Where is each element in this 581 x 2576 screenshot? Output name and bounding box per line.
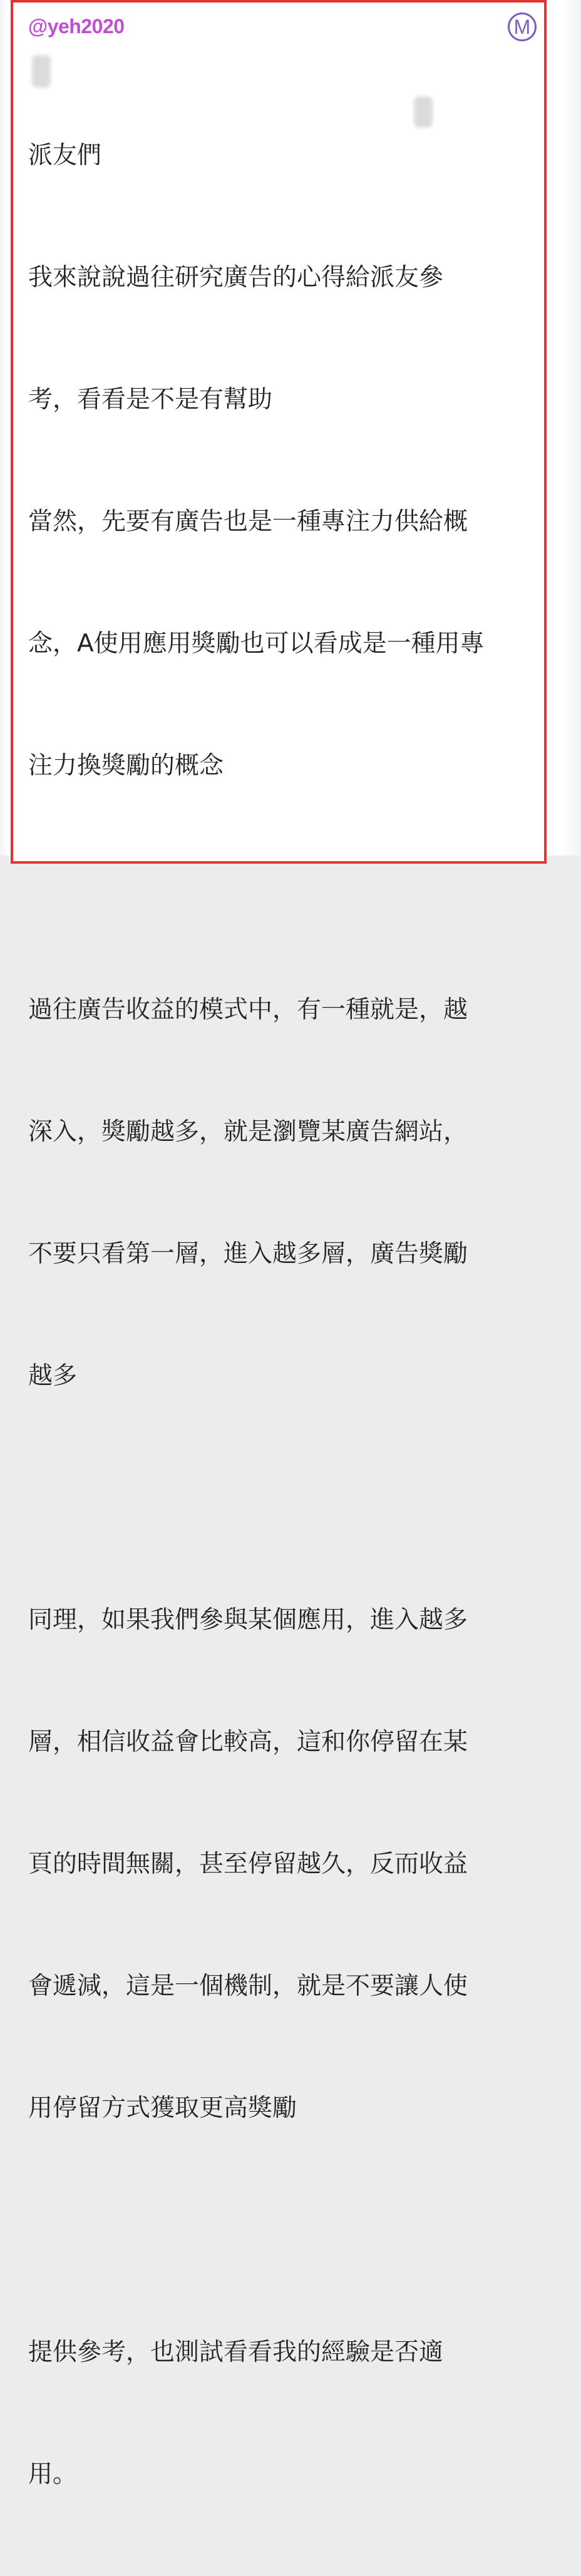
post-username[interactable]: @yeh2020 — [28, 15, 125, 38]
post-line: 同理，如果我們參與某個應用，進入越多 — [28, 1606, 468, 1634]
post-line: 層，相信收益會比較高，這和你停留在某 — [28, 1728, 468, 1756]
post-line: 念，A使用應用獎勵也可以看成是一種用專 — [28, 630, 485, 658]
post-line: 用停留方式獲取更高獎勵 — [28, 2094, 297, 2122]
post-line: 越多 — [28, 1362, 78, 1390]
post-line: 我來說說過往研究廣告的心得給派友參 — [28, 263, 444, 292]
post-line: 用。 — [28, 2460, 78, 2488]
redaction-smudge — [414, 96, 433, 128]
post-line: 派友們 — [28, 141, 102, 170]
post-card — [11, 0, 547, 2488]
post-paragraph — [28, 2251, 535, 2576]
post-body — [28, 54, 535, 2576]
post-line: 頁的時間無關，甚至停留越久，反而收益 — [28, 1850, 468, 1878]
post-paragraph — [28, 908, 535, 1478]
redaction-smudge — [32, 55, 51, 88]
post-paragraph — [28, 1518, 535, 2210]
post-line: 注力換獎勵的概念 — [28, 752, 224, 780]
post-paragraph — [28, 54, 535, 867]
post-line: 深入，獎勵越多，就是瀏覽某廣告網站， — [28, 1118, 468, 1146]
m-badge-icon: M — [508, 13, 537, 41]
post-line: 不要只看第一層，進入越多層，廣告獎勵 — [28, 1240, 468, 1268]
post-line: 當然，先要有廣告也是一種專注力供給概 — [28, 508, 468, 536]
post-line: 會遞減，這是一個機制，就是不要讓人使 — [28, 1972, 468, 2000]
post-line: 考，看看是不是有幫助 — [28, 386, 273, 414]
post-line: 過往廣告收益的模式中，有一種就是，越 — [28, 996, 468, 1024]
post-line: 提供參考，也測試看看我的經驗是否適 — [28, 2338, 444, 2366]
